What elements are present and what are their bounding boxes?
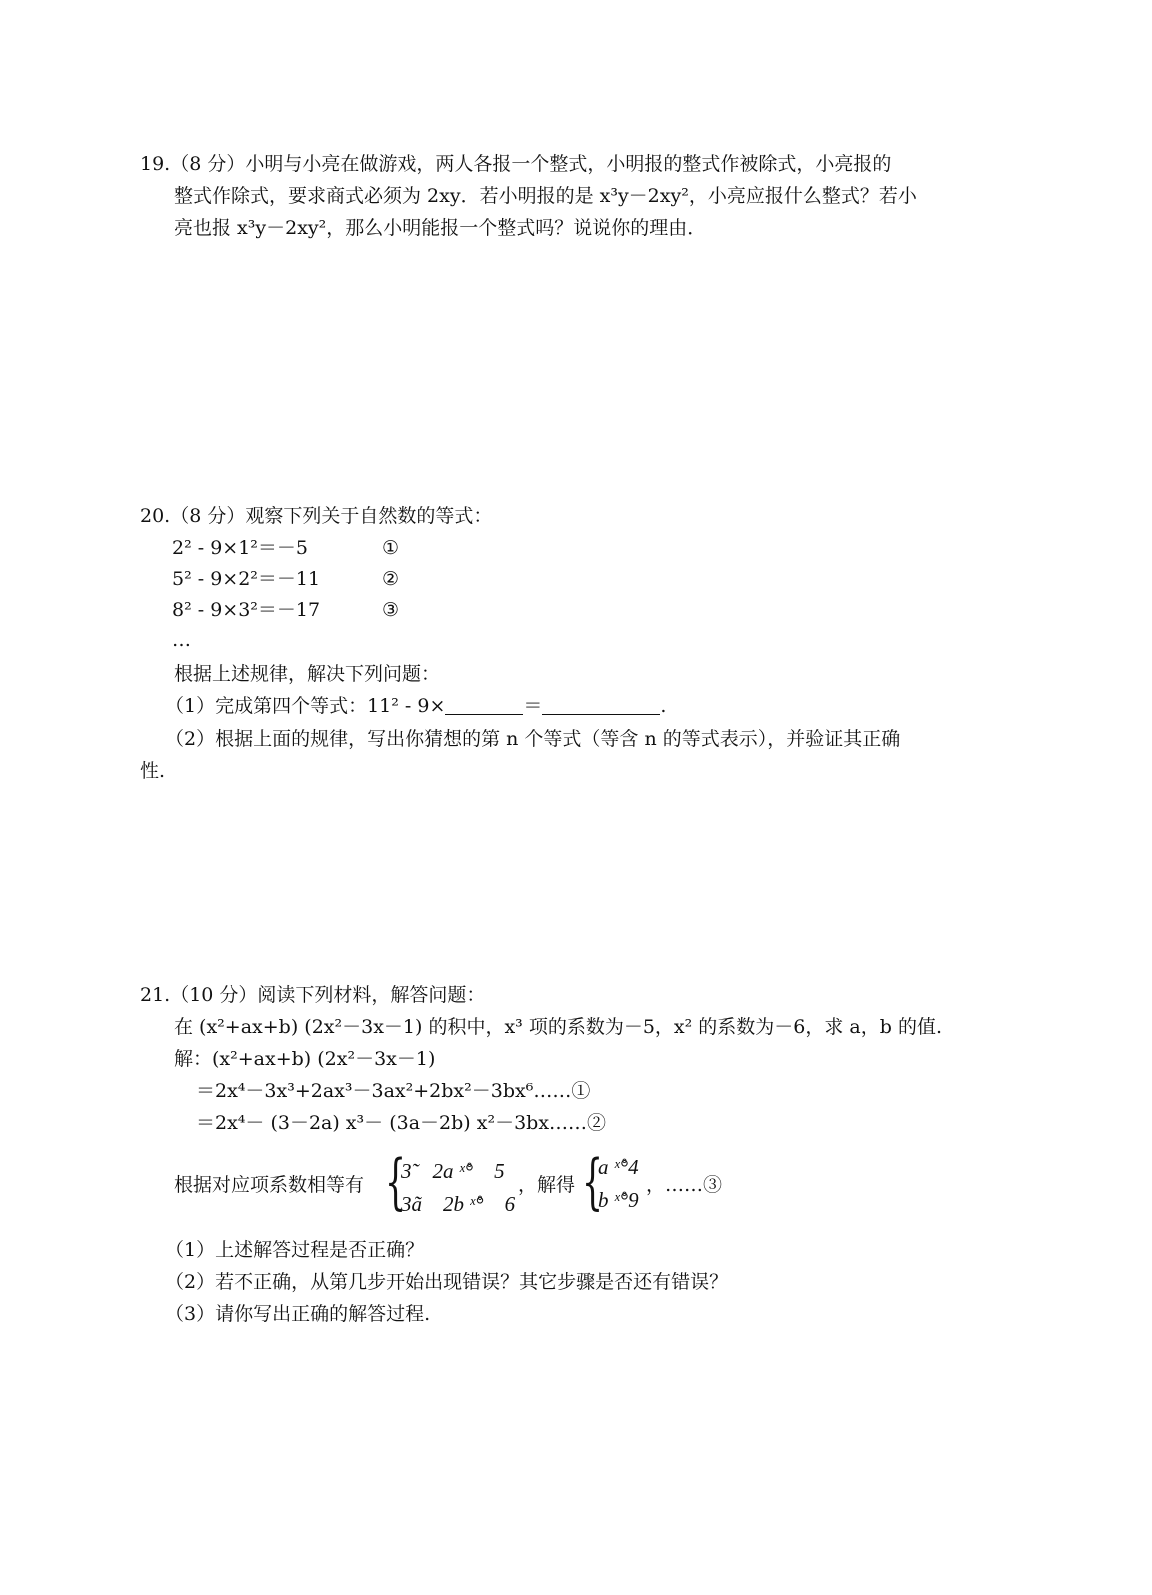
q21-solution-start: 解：(x²+ax+b) (2x²－3x－1) <box>174 1048 436 1070</box>
q21-system-2-row-2: b ˣ̊°9 <box>598 1188 639 1212</box>
q21-question-1: （1）上述解答过程是否正确？ <box>165 1239 425 1261</box>
q20-part-1 <box>165 693 666 719</box>
q21-question-2: （2）若不正确，从第几步开始出现错误？其它步骤是否还有错误？ <box>165 1271 729 1293</box>
q20-intro: 根据上述规律，解决下列问题： <box>174 663 441 685</box>
q20-equation-1: 2² - 9×1²＝－5 <box>172 537 309 559</box>
q20-ellipsis: … <box>172 629 191 651</box>
q19-line-2: 整式作除式，要求商式必须为 2xy．若小明报的是 x³y－2xy²，小亮应报什么整式？若小 <box>174 185 917 207</box>
q20-part-1-equals: ＝ <box>523 695 543 717</box>
q21-system-prefix: 根据对应项系数相等有 <box>174 1174 365 1196</box>
q20-part-1-period: . <box>660 695 667 717</box>
q21-system-suffix: ，……③ <box>646 1174 723 1196</box>
q20-equation-3-number: ③ <box>382 599 400 621</box>
q21-system-2-row-1: a ˣ̊°4 <box>598 1155 639 1179</box>
q21-step-2: ＝2x⁴－ (3－2a) x³－ (3a－2b) x²－3bx……② <box>196 1112 607 1134</box>
q21-problem: 在 (x²+ax+b) (2x²－3x－1) 的积中，x³ 项的系数为－5，x² 的系数为－6，求 a，b 的值. <box>174 1016 942 1038</box>
q20-part-2: （2）根据上面的规律，写出你猜想的第 n 个等式（等含 n 的等式表示），并验证其正确 <box>165 728 901 750</box>
q20-answer-blank-2[interactable] <box>542 694 660 715</box>
q21-equation-system-1 <box>385 1147 535 1220</box>
q21-question-3: （3）请你写出正确的解答过程. <box>165 1303 431 1325</box>
q21-system-1-row-2: 3ã 2b ˣ̊° 6 <box>401 1192 516 1216</box>
left-brace-icon: { <box>385 1147 407 1217</box>
q20-part-1-text: （1）完成第四个等式：11² - 9× <box>165 695 446 717</box>
q19-line-3: 亮也报 x³y－2xy²，那么小明能报一个整式吗？说说你的理由． <box>174 217 707 239</box>
left-brace-icon: { <box>582 1147 604 1217</box>
q19-line-1: 19.（8 分）小明与小亮在做游戏，两人各报一个整式，小明报的整式作被除式，小亮报的 <box>140 153 892 175</box>
q20-equation-1-number: ① <box>382 537 400 559</box>
q21-heading: 21.（10 分）阅读下列材料，解答问题： <box>140 984 486 1006</box>
q20-heading: 20.（8 分）观察下列关于自然数的等式： <box>140 505 493 527</box>
q20-part-2-cont: 性. <box>140 760 166 782</box>
q20-equation-3: 8² - 9×3²＝－17 <box>172 599 321 621</box>
q20-equation-2: 5² - 9×2²＝－11 <box>172 568 321 590</box>
q20-answer-blank-1[interactable] <box>445 694 523 715</box>
q21-system-1-row-1: 3̃ 2a ˣ̊° 5 <box>401 1159 505 1183</box>
q20-equation-2-number: ② <box>382 568 400 590</box>
q21-step-1: ＝2x⁴－3x³+2ax³－3ax²+2bx²－3bx⁶……① <box>196 1080 591 1102</box>
q21-system-mid: ，解得 <box>518 1174 576 1196</box>
